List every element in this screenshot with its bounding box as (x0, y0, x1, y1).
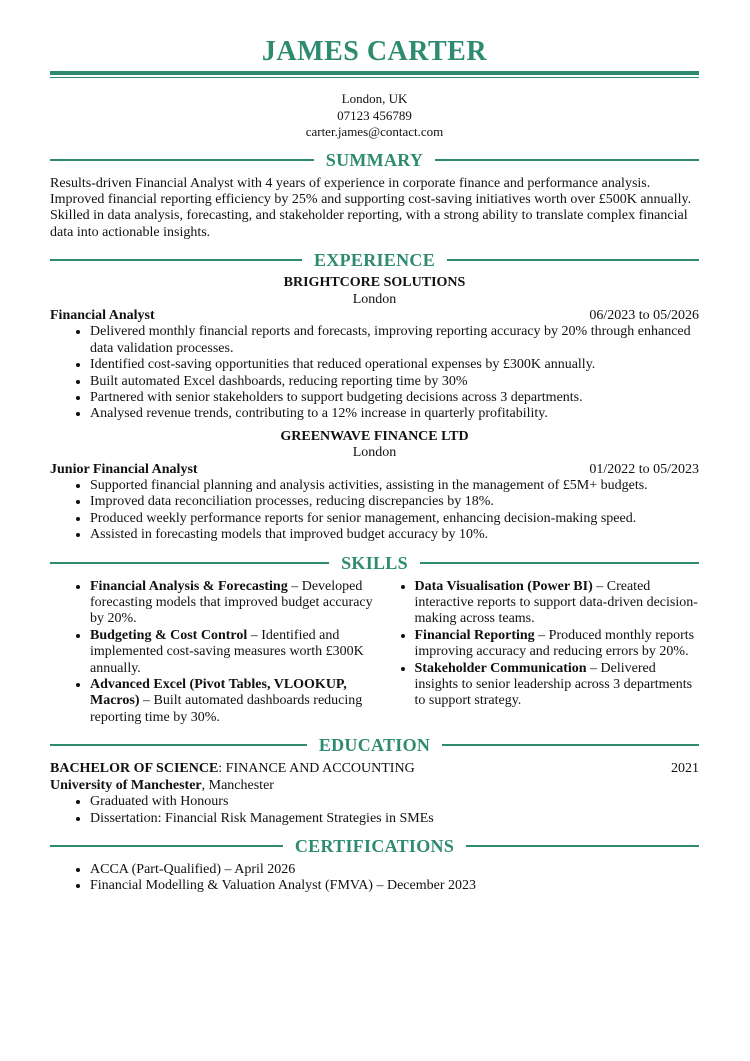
skills-title: SKILLS (341, 552, 408, 573)
header-rule-thin (50, 77, 699, 78)
job-role: Junior Financial Analyst (50, 461, 198, 477)
skill-item (415, 579, 700, 628)
list-item: • Produced weekly performance reports for senior management, enhancing decision-making speed. (90, 511, 699, 527)
contact-location: London, UK (341, 91, 408, 106)
skill-desc: – Identified and implemented cost-saving measures worth £300K annually. (90, 627, 364, 676)
list-item: • Delivered monthly financial reports and forecasts, improving reporting accuracy by 20% through enhanced data validation processes. (90, 324, 699, 357)
education-bullets (50, 794, 699, 827)
list-item: • Analysed revenue trends, contributing to a 12% increase in quarterly profitability. (90, 406, 699, 422)
education-school-line (50, 778, 699, 794)
list-item: • Financial Modelling & Valuation Analyst (FMVA) – December 2023 (90, 878, 699, 894)
section-rule-left (50, 259, 302, 261)
skill-name: Financial Analysis & Forecasting (90, 578, 288, 594)
section-rule-right (420, 562, 699, 564)
job-bullets (50, 324, 699, 422)
candidate-name: JAMES CARTER (261, 36, 488, 67)
job-dates: 06/2023 to 05/2026 (589, 307, 699, 323)
summary-text: Results-driven Financial Analyst with 4 years of experience in corporate finance and performance analysis. Improved financial reporting efficiency by 25% and supporting cost-saving initiatives worth over £500K annually. Skilled in data analysis, forecasting, and stakeholder reporting, with a strong ability to translate complex financial data into actionable insights. (50, 175, 692, 240)
skill-item (415, 628, 700, 661)
skills-grid (50, 579, 699, 727)
certifications-heading (50, 836, 699, 856)
skill-desc: – Created interactive reports to support data-driven decision-making across teams. (414, 578, 698, 627)
experience-heading (50, 250, 699, 270)
section-rule-right (466, 845, 699, 847)
certifications-title: CERTIFICATIONS (294, 835, 455, 856)
skill-name: Data Visualisation (Power BI) (414, 578, 593, 594)
skills-column-left (50, 579, 375, 727)
header-rule-thick (50, 71, 699, 75)
list-item: • ACCA (Part-Qualified) – April 2026 (90, 862, 699, 878)
contact-block (50, 91, 699, 141)
contact-phone: 07123 456789 (337, 107, 412, 123)
job-dates: 01/2022 to 05/2023 (589, 461, 699, 477)
job-company: GREENWAVE FINANCE LTD (280, 428, 469, 444)
contact-email: carter.james@contact.com (305, 124, 444, 139)
experience-title: EXPERIENCE (313, 250, 436, 271)
summary-title: SUMMARY (325, 149, 424, 170)
skill-desc: – Delivered insights to senior leadership across 3 departments to support strategy. (414, 660, 693, 709)
skill-item (90, 628, 375, 677)
education-school: University of Manchester (50, 777, 202, 793)
skills-column-right (375, 579, 700, 727)
education-degree-row (50, 761, 699, 777)
education-title: EDUCATION (318, 735, 431, 756)
job-entry (50, 275, 699, 423)
job-entry (50, 429, 699, 544)
section-rule-left (50, 159, 314, 161)
skill-name: Stakeholder Communication (414, 660, 587, 676)
skill-item (90, 677, 375, 726)
education-city: , Manchester (201, 777, 274, 793)
education-field: : FINANCE AND ACCOUNTING (218, 761, 415, 777)
education-year: 2021 (671, 761, 699, 777)
job-location: London (352, 445, 397, 461)
education-degree-line (50, 761, 415, 777)
job-role-row (50, 308, 699, 324)
skill-name: Financial Reporting (414, 627, 535, 643)
section-rule-right (442, 744, 699, 746)
skill-desc: – Developed forecasting models that improved budget accuracy by 20%. (90, 578, 373, 627)
job-role: Financial Analyst (50, 307, 155, 323)
job-location: London (352, 291, 397, 307)
skill-item (90, 579, 375, 628)
section-rule-left (50, 744, 307, 746)
skill-name: Advanced Excel (Pivot Tables, VLOOKUP, Macros) (90, 677, 347, 709)
list-item: • Supported financial planning and analysis activities, assisting in the management of £5M+ budgets. (90, 478, 699, 494)
education-heading (50, 735, 699, 755)
list-item: • Built automated Excel dashboards, reducing reporting time by 30% (90, 374, 699, 390)
education-degree: BACHELOR OF SCIENCE (50, 761, 219, 777)
list-item: • Dissertation: Financial Risk Management Strategies in SMEs (90, 811, 699, 827)
skill-item (415, 661, 700, 710)
list-item: • Assisted in forecasting models that improved budget accuracy by 10%. (90, 527, 699, 543)
section-rule-left (50, 562, 329, 564)
section-rule-right (447, 259, 699, 261)
skill-desc: – Produced monthly reports improving accuracy and reducing errors by 20%. (414, 627, 695, 660)
job-role-row (50, 462, 699, 478)
job-bullets (50, 478, 699, 544)
skill-desc: – Built automated dashboards reducing reporting time by 30%. (90, 693, 363, 725)
list-item: • Identified cost-saving opportunities that reduced operational expenses by £300K annually. (90, 357, 699, 373)
certifications-list (50, 862, 699, 895)
skill-name: Budgeting & Cost Control (90, 627, 248, 643)
resume-page (50, 0, 699, 895)
section-rule-left (50, 845, 283, 847)
job-company: BRIGHTCORE SOLUTIONS (283, 275, 466, 291)
summary-heading (50, 150, 699, 170)
list-item: • Partnered with senior stakeholders to support budgeting decisions across 3 departments. (90, 390, 699, 406)
list-item: • Graduated with Honours (90, 794, 699, 810)
skills-heading (50, 553, 699, 573)
section-rule-right (435, 159, 699, 161)
list-item: • Improved data reconciliation processes, reducing discrepancies by 18%. (90, 494, 699, 510)
